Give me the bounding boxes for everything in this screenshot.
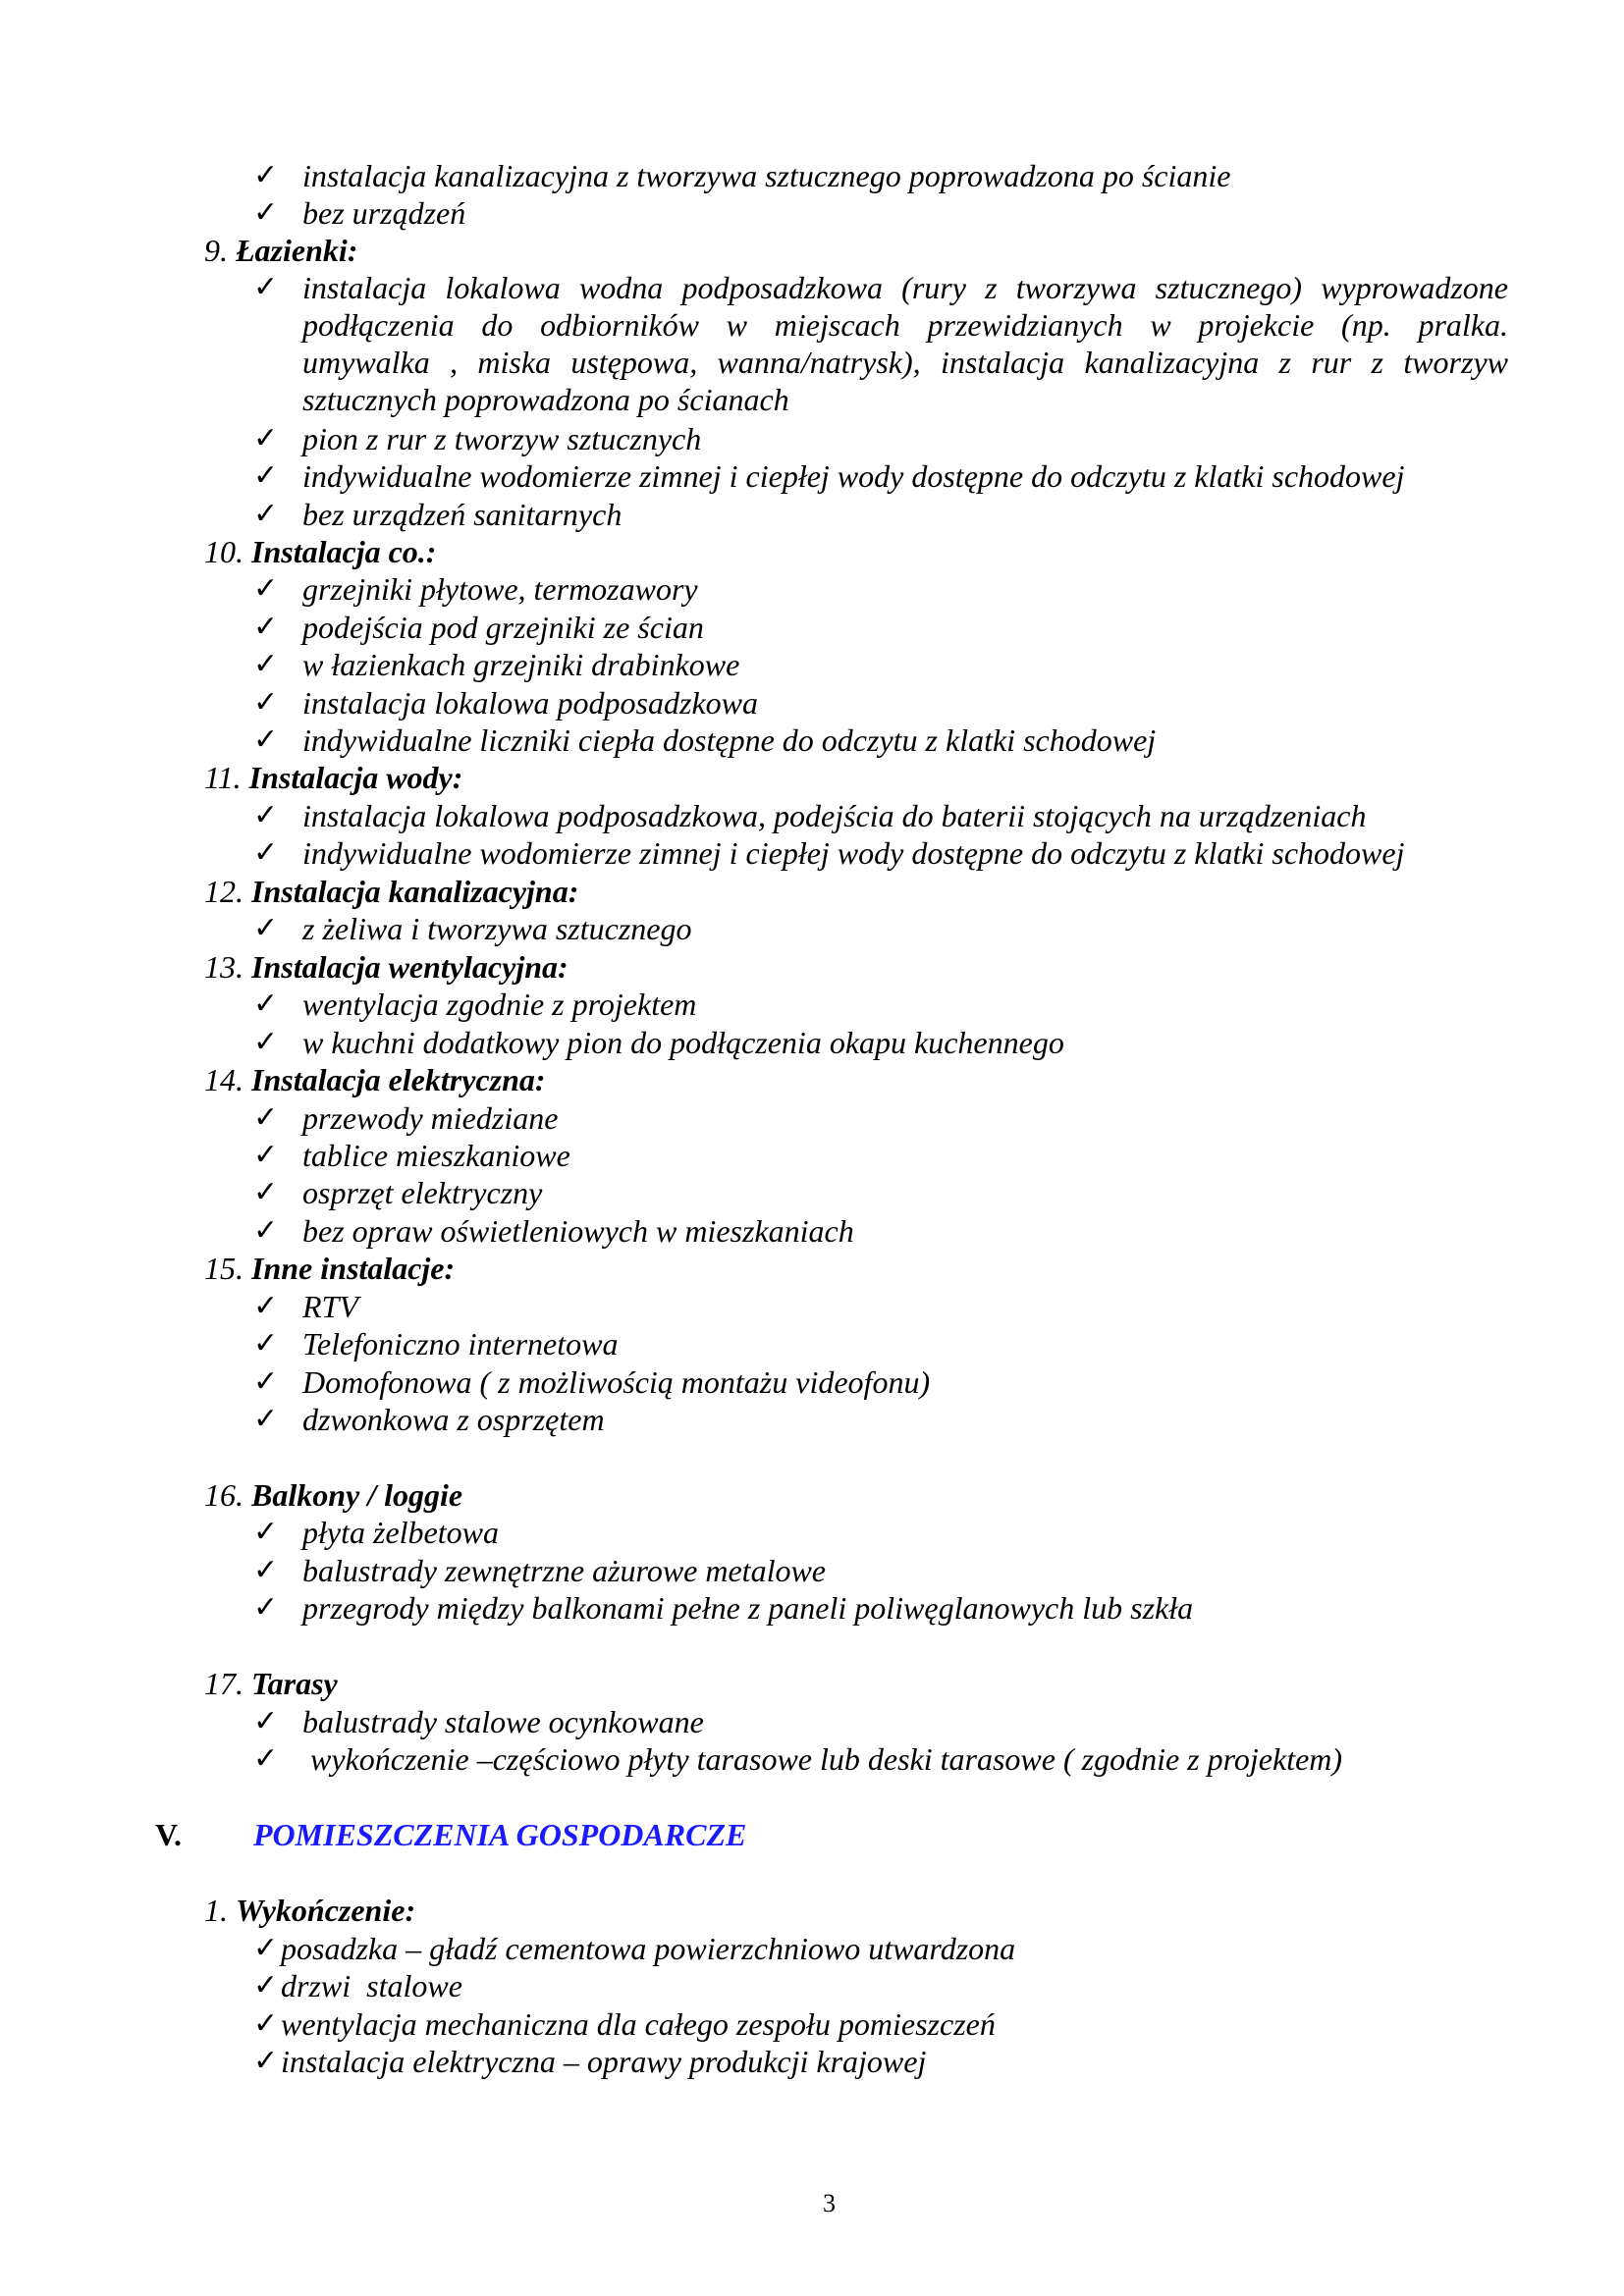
check-icon: ✓ — [253, 422, 279, 454]
list-item: instalacja lokalowa podposadzkowa, podejścia do baterii stojących na urządzeniach — [302, 798, 1367, 833]
list-item: RTV — [302, 1289, 358, 1324]
list-item: balustrady stalowe ocynkowane — [302, 1704, 704, 1739]
page-number: 3 — [823, 2189, 836, 2217]
paragraph-line: instalacja lokalowa wodna podposadzkowa (rury z tworzywa sztucznego) wyprowadzone — [302, 270, 1508, 305]
list-item: Telefoniczno internetowa — [302, 1326, 619, 1362]
check-icon: ✓ — [253, 1403, 279, 1435]
check-icon: ✓ — [253, 1290, 279, 1322]
check-icon: ✓ — [253, 686, 279, 719]
check-icon: ✓ — [253, 1742, 279, 1775]
list-item: instalacja lokalowa podposadzkowa — [302, 685, 758, 721]
list-item: bez urządzeń sanitarnych — [302, 497, 623, 532]
list-item: z żeliwa i tworzywa sztucznego — [302, 911, 692, 946]
check-icon: ✓ — [253, 1705, 279, 1737]
check-icon: ✓ — [253, 1327, 279, 1360]
section-heading: 17. Tarasy — [204, 1666, 338, 1701]
section-heading: 9. Łazienki: — [204, 233, 358, 268]
check-icon: ✓ — [253, 799, 279, 831]
check-icon: ✓ — [253, 1365, 279, 1398]
paragraph-line: podłączenia do odbiorników w miejscach przewidzianych w projekcie (np. pralka. — [302, 307, 1508, 343]
list-item: indywidualne wodomierze zimnej i ciepłej wody dostępne do odczytu z klatki schodowej — [302, 458, 1405, 494]
list-item: posadzka – gładź cementowa powierzchniowo utwardzona — [281, 1931, 1016, 1966]
check-icon: ✓ — [253, 459, 279, 492]
chapter-title: POMIESZCZENIA GOSPODARCZE — [253, 1817, 747, 1852]
paragraph-line: sztucznych poprowadzona po ścianach — [302, 382, 789, 417]
list-item: osprzęt elektryczny — [302, 1175, 543, 1210]
list-item: podejścia pod grzejniki ze ścian — [302, 610, 704, 645]
list-item: dzwonkowa z osprzętem — [302, 1402, 605, 1437]
list-item: płyta żelbetowa — [302, 1515, 499, 1550]
check-icon: ✓ — [253, 572, 279, 605]
check-icon: ✓ — [253, 648, 279, 680]
list-item: indywidualne wodomierze zimnej i ciepłej wody dostępne do odczytu z klatki schodowej — [302, 835, 1405, 871]
check-icon: ✓ — [253, 498, 279, 530]
section-heading: 15. Inne instalacje: — [204, 1251, 456, 1286]
section-heading: 12. Instalacja kanalizacyjna: — [204, 874, 579, 909]
list-item: wentylacja mechaniczna dla całego zespołu pomieszczeń — [281, 2006, 996, 2042]
check-icon: ✓ — [253, 1026, 279, 1058]
list-item: instalacja elektryczna – oprawy produkcji krajowej — [281, 2044, 927, 2079]
check-icon: ✓ — [253, 836, 279, 869]
check-icon: ✓ — [253, 1969, 279, 2002]
check-icon: ✓ — [253, 159, 279, 191]
list-item: pion z rur z tworzyw sztucznych — [302, 421, 702, 456]
section-heading: 16. Balkony / loggie — [204, 1477, 463, 1513]
check-icon: ✓ — [253, 1554, 279, 1586]
list-item: drzwi stalowe — [281, 1968, 462, 2003]
check-icon: ✓ — [253, 271, 279, 303]
check-icon: ✓ — [253, 1591, 279, 1624]
list-item: w łazienkach grzejniki drabinkowe — [302, 647, 740, 682]
check-icon: ✓ — [253, 2007, 279, 2040]
chapter-number: V. — [155, 1817, 182, 1852]
list-item: instalacja kanalizacyjna z tworzywa sztucznego poprowadzona po ścianie — [302, 158, 1231, 193]
check-icon: ✓ — [253, 1139, 279, 1171]
list-item: indywidualne liczniki ciepła dostępne do odczytu z klatki schodowej — [302, 722, 1157, 758]
section-heading: 11. Instalacja wody: — [204, 760, 463, 795]
list-item: bez opraw oświetleniowych w mieszkaniach — [302, 1213, 854, 1249]
paragraph-line: umywalka , miska ustępowa, wanna/natrysk), instalacja kanalizacyjna z rur z tworzyw — [302, 345, 1508, 380]
list-item: tablice mieszkaniowe — [302, 1138, 570, 1173]
check-icon: ✓ — [253, 1932, 279, 1964]
check-icon: ✓ — [253, 1214, 279, 1247]
check-icon: ✓ — [253, 1176, 279, 1208]
list-item: bez urządzeń — [302, 195, 466, 231]
check-icon: ✓ — [253, 611, 279, 643]
check-icon: ✓ — [253, 1101, 279, 1134]
list-item: wykończenie –częściowo płyty tarasowe lub deski tarasowe ( zgodnie z projektem) — [302, 1741, 1343, 1777]
section-heading: 1. Wykończenie: — [204, 1893, 416, 1928]
check-icon: ✓ — [253, 2045, 279, 2077]
section-heading: 10. Instalacja co.: — [204, 534, 437, 569]
list-item: przewody miedziane — [302, 1100, 559, 1136]
section-heading: 13. Instalacja wentylacyjna: — [204, 949, 568, 985]
check-icon: ✓ — [253, 723, 279, 756]
list-item: wentylacja zgodnie z projektem — [302, 987, 697, 1022]
list-item: w kuchni dodatkowy pion do podłączenia okapu kuchennego — [302, 1025, 1064, 1060]
list-item: Domofonowa ( z możliwością montażu videofonu) — [302, 1364, 931, 1400]
check-icon: ✓ — [253, 196, 279, 229]
list-item: przegrody między balkonami pełne z paneli poliwęglanowych lub szkła — [302, 1590, 1194, 1626]
list-item-paragraph — [302, 269, 1508, 418]
check-icon: ✓ — [253, 912, 279, 944]
list-item: balustrady zewnętrzne ażurowe metalowe — [302, 1553, 826, 1588]
list-item: grzejniki płytowe, termozawory — [302, 571, 698, 607]
check-icon: ✓ — [253, 988, 279, 1020]
section-heading: 14. Instalacja elektryczna: — [204, 1062, 546, 1097]
check-icon: ✓ — [253, 1516, 279, 1548]
